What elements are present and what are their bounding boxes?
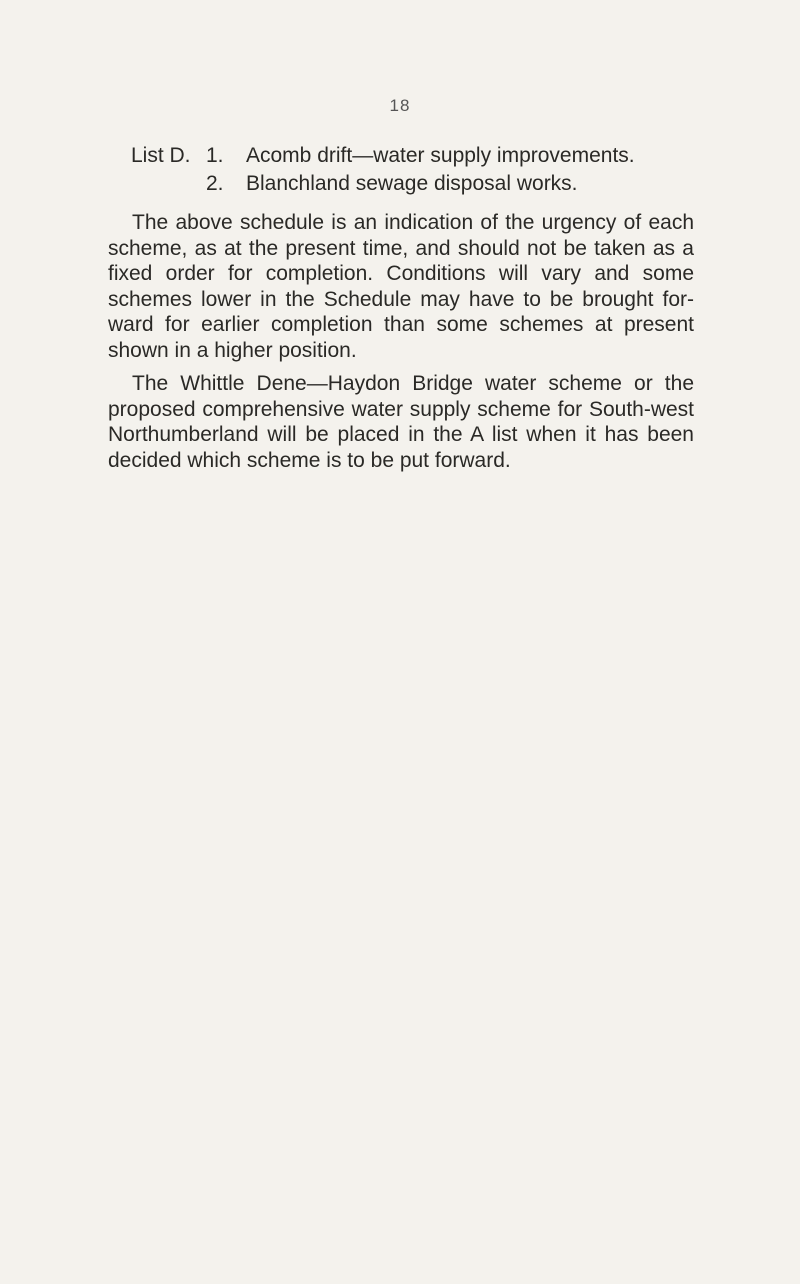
list-item-text: Acomb drift—water supply improvements. (246, 144, 635, 167)
body-text (108, 210, 694, 481)
list-label-spacer (131, 170, 206, 198)
page-number: 18 (389, 96, 411, 115)
list-label: List D. (131, 144, 191, 167)
list-item (131, 142, 731, 170)
list-item-number: 2. (206, 172, 224, 195)
schedule-list (131, 142, 731, 198)
paragraph: The Whittle Dene—Haydon Bridge water scheme or the proposed comprehensive water supply scheme for South-west Northumberland will be placed in the A list when it has been decided which scheme is to be put forward. (108, 372, 694, 472)
paragraph: The above schedule is an indication of the urgency of each scheme, as at the present time, and should not be taken as a fixed order for completion. Conditions will vary and some schemes lower in the Schedule may have to be brought for- ward for earlier completion than some schemes at present shown in a higher position. (108, 211, 694, 362)
list-item-text: Blanchland sewage disposal works. (246, 172, 578, 195)
list-item-number: 1. (206, 144, 224, 167)
list-item (131, 170, 731, 198)
